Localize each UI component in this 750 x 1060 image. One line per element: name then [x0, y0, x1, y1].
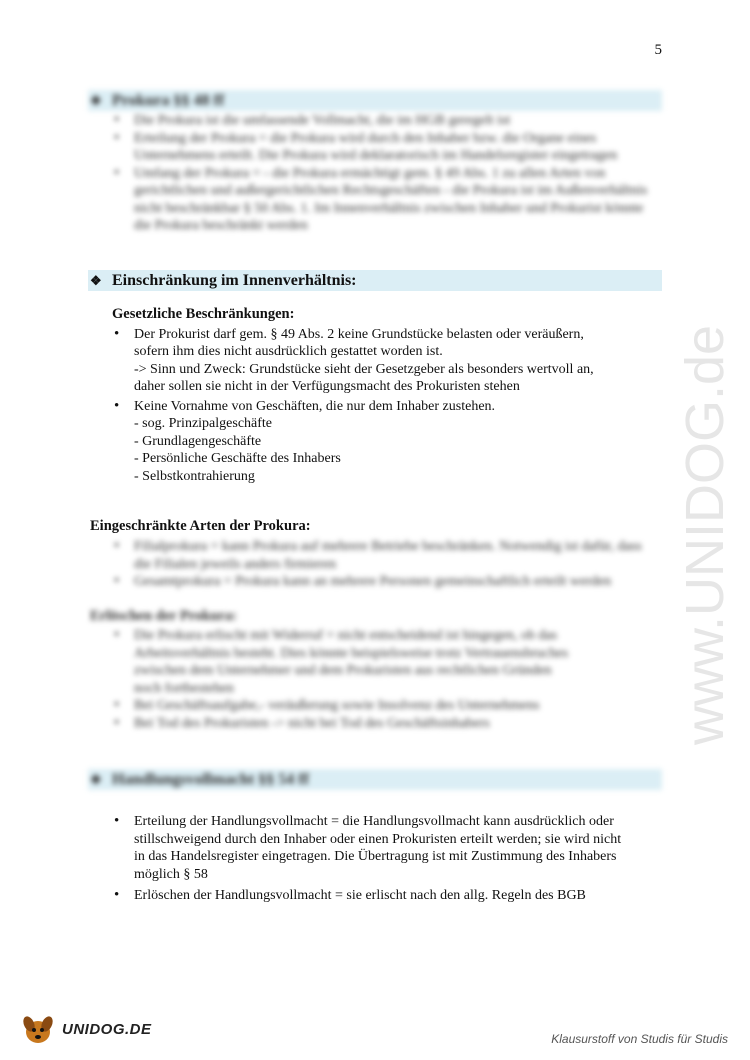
line: - sog. Prinzipalgeschäfte: [134, 416, 273, 431]
line: - Persönliche Geschäfte des Inhabers: [134, 451, 341, 466]
line: stillschweigend durch den Inhaber oder einen Prokuristen erteilt werden; sie wird nicht: [134, 831, 622, 847]
arten-heading: [90, 518, 640, 536]
section-header-innenverhaeltnis: [88, 270, 662, 291]
line: - Grundlagengeschäfte: [134, 433, 262, 449]
list-item: [112, 813, 662, 883]
footer-logo: [18, 1012, 152, 1046]
line: in das Handelsregister eingetragen. Die Übertragung ist mit Zustimmung des Inhabers: [134, 849, 617, 864]
list-item: [112, 326, 662, 396]
arten-list: [112, 538, 657, 591]
watermark-text: www.UNIDOG.de: [675, 324, 735, 745]
page-number: 5: [654, 42, 662, 58]
line: -> Sinn und Zweck: Grundstücke sieht der Gesetzgeber als besonders wertvoll an,: [134, 361, 594, 377]
list-item: • Gesamtprokura = Prokura kann an mehrere Personen gemeinschaftlich erteilt werden: [112, 573, 657, 591]
list-item: • Bei Tod des Prokuristen -> nicht bei Tod des Geschäftsinhabers: [112, 715, 582, 733]
subheading: Gesetzliche Beschränkungen:: [112, 306, 295, 322]
watermark: [665, 280, 745, 750]
subheading: Erlöschen der Prokura:: [90, 608, 237, 624]
list-item: • Umfang der Prokura = - die Prokura ermächtigt gem. § 49 Abs. 1 zu allen Arten von gerichtlichen und außergerichtlichen Rechtsgeschäften - die Prokura ist im Außenverhältnis nicht beschränkbar § 50 Abs. 1. Im Innenverhältnis zwischen Inhaber und Prokurist könnte die Prokura beschränkt werden: [112, 165, 660, 235]
handlung-list: [112, 813, 662, 905]
line: • Keine Vornahme von Geschäften, die nur dem Inhaber zustehen.: [134, 398, 496, 414]
list-item: • Die Prokura ist die umfassende Vollmacht, die im HGB geregelt ist: [112, 112, 660, 130]
line: sofern ihm dies nicht ausdrücklich gestattet worden ist.: [134, 344, 443, 359]
list-item: • Filialprokura = kann Prokura auf mehrere Betriebe beschränken. Notwendig ist dafür, dass die Filialen jeweils anders firmieren: [112, 538, 657, 573]
logo-text: UNIDOG.DE: [62, 1020, 152, 1038]
list-item: • Erlöschen der Handlungsvollmacht = sie erlischt nach den allg. Regeln des BGB: [112, 887, 662, 905]
diamond-bullet-icon: ❖: [90, 272, 102, 288]
section-title: Einschränkung im Innenverhältnis:: [112, 271, 357, 289]
section-header-prokura: [88, 90, 662, 111]
section-title: Prokura §§ 48 ff: [112, 91, 225, 109]
footer-tagline: Klausurstoff von Studis für Studis: [551, 1032, 728, 1046]
list-item: • Die Prokura erlischt mit Widerruf = nicht entscheidend ist hingegen, ob das Arbeitsverhältnis besteht. Dies könnte beispielsweise trotz Vertrauensbruches zwischen dem Unternehmer und dem Prokuristen aus rechtlichen Gründen noch fortbestehen: [112, 627, 582, 697]
list-item: • Bei Geschäftsaufgabe,- veräußerung sowie Insolvenz des Unternehmens: [112, 697, 582, 715]
subheading: Eingeschränkte Arten der Prokura:: [90, 518, 311, 534]
diamond-bullet-icon: ❖: [90, 92, 102, 108]
erloeschen-heading: [90, 608, 640, 626]
innen-content: [112, 306, 662, 485]
erloeschen-list: [112, 627, 582, 732]
dog-icon: [18, 1012, 58, 1046]
line: möglich § 58: [134, 866, 208, 882]
section-title: Handlungsvollmacht §§ 54 ff: [112, 770, 309, 788]
line: daher sollen sie nicht in der Verfügungsmacht des Prokuristen stehen: [134, 379, 520, 394]
line: - Selbstkontrahierung: [134, 468, 255, 484]
section-header-handlungsvollmacht: [88, 769, 662, 790]
list-item: [112, 398, 662, 486]
line: • Der Prokurist darf gem. § 49 Abs. 2 keine Grundstücke belasten oder veräußern,: [134, 326, 584, 342]
list-item: • Erteilung der Prokura = die Prokura wird durch den Inhaber bzw. die Organe eines Unternehmens erteilt. Die Prokura wird deklaratorisch im Handelsregister eingetragen: [112, 130, 660, 165]
prokura-list: [112, 112, 660, 235]
line: • Erteilung der Handlungsvollmacht = die Handlungsvollmacht kann ausdrücklich oder: [134, 814, 614, 829]
diamond-bullet-icon: ❖: [90, 771, 102, 787]
